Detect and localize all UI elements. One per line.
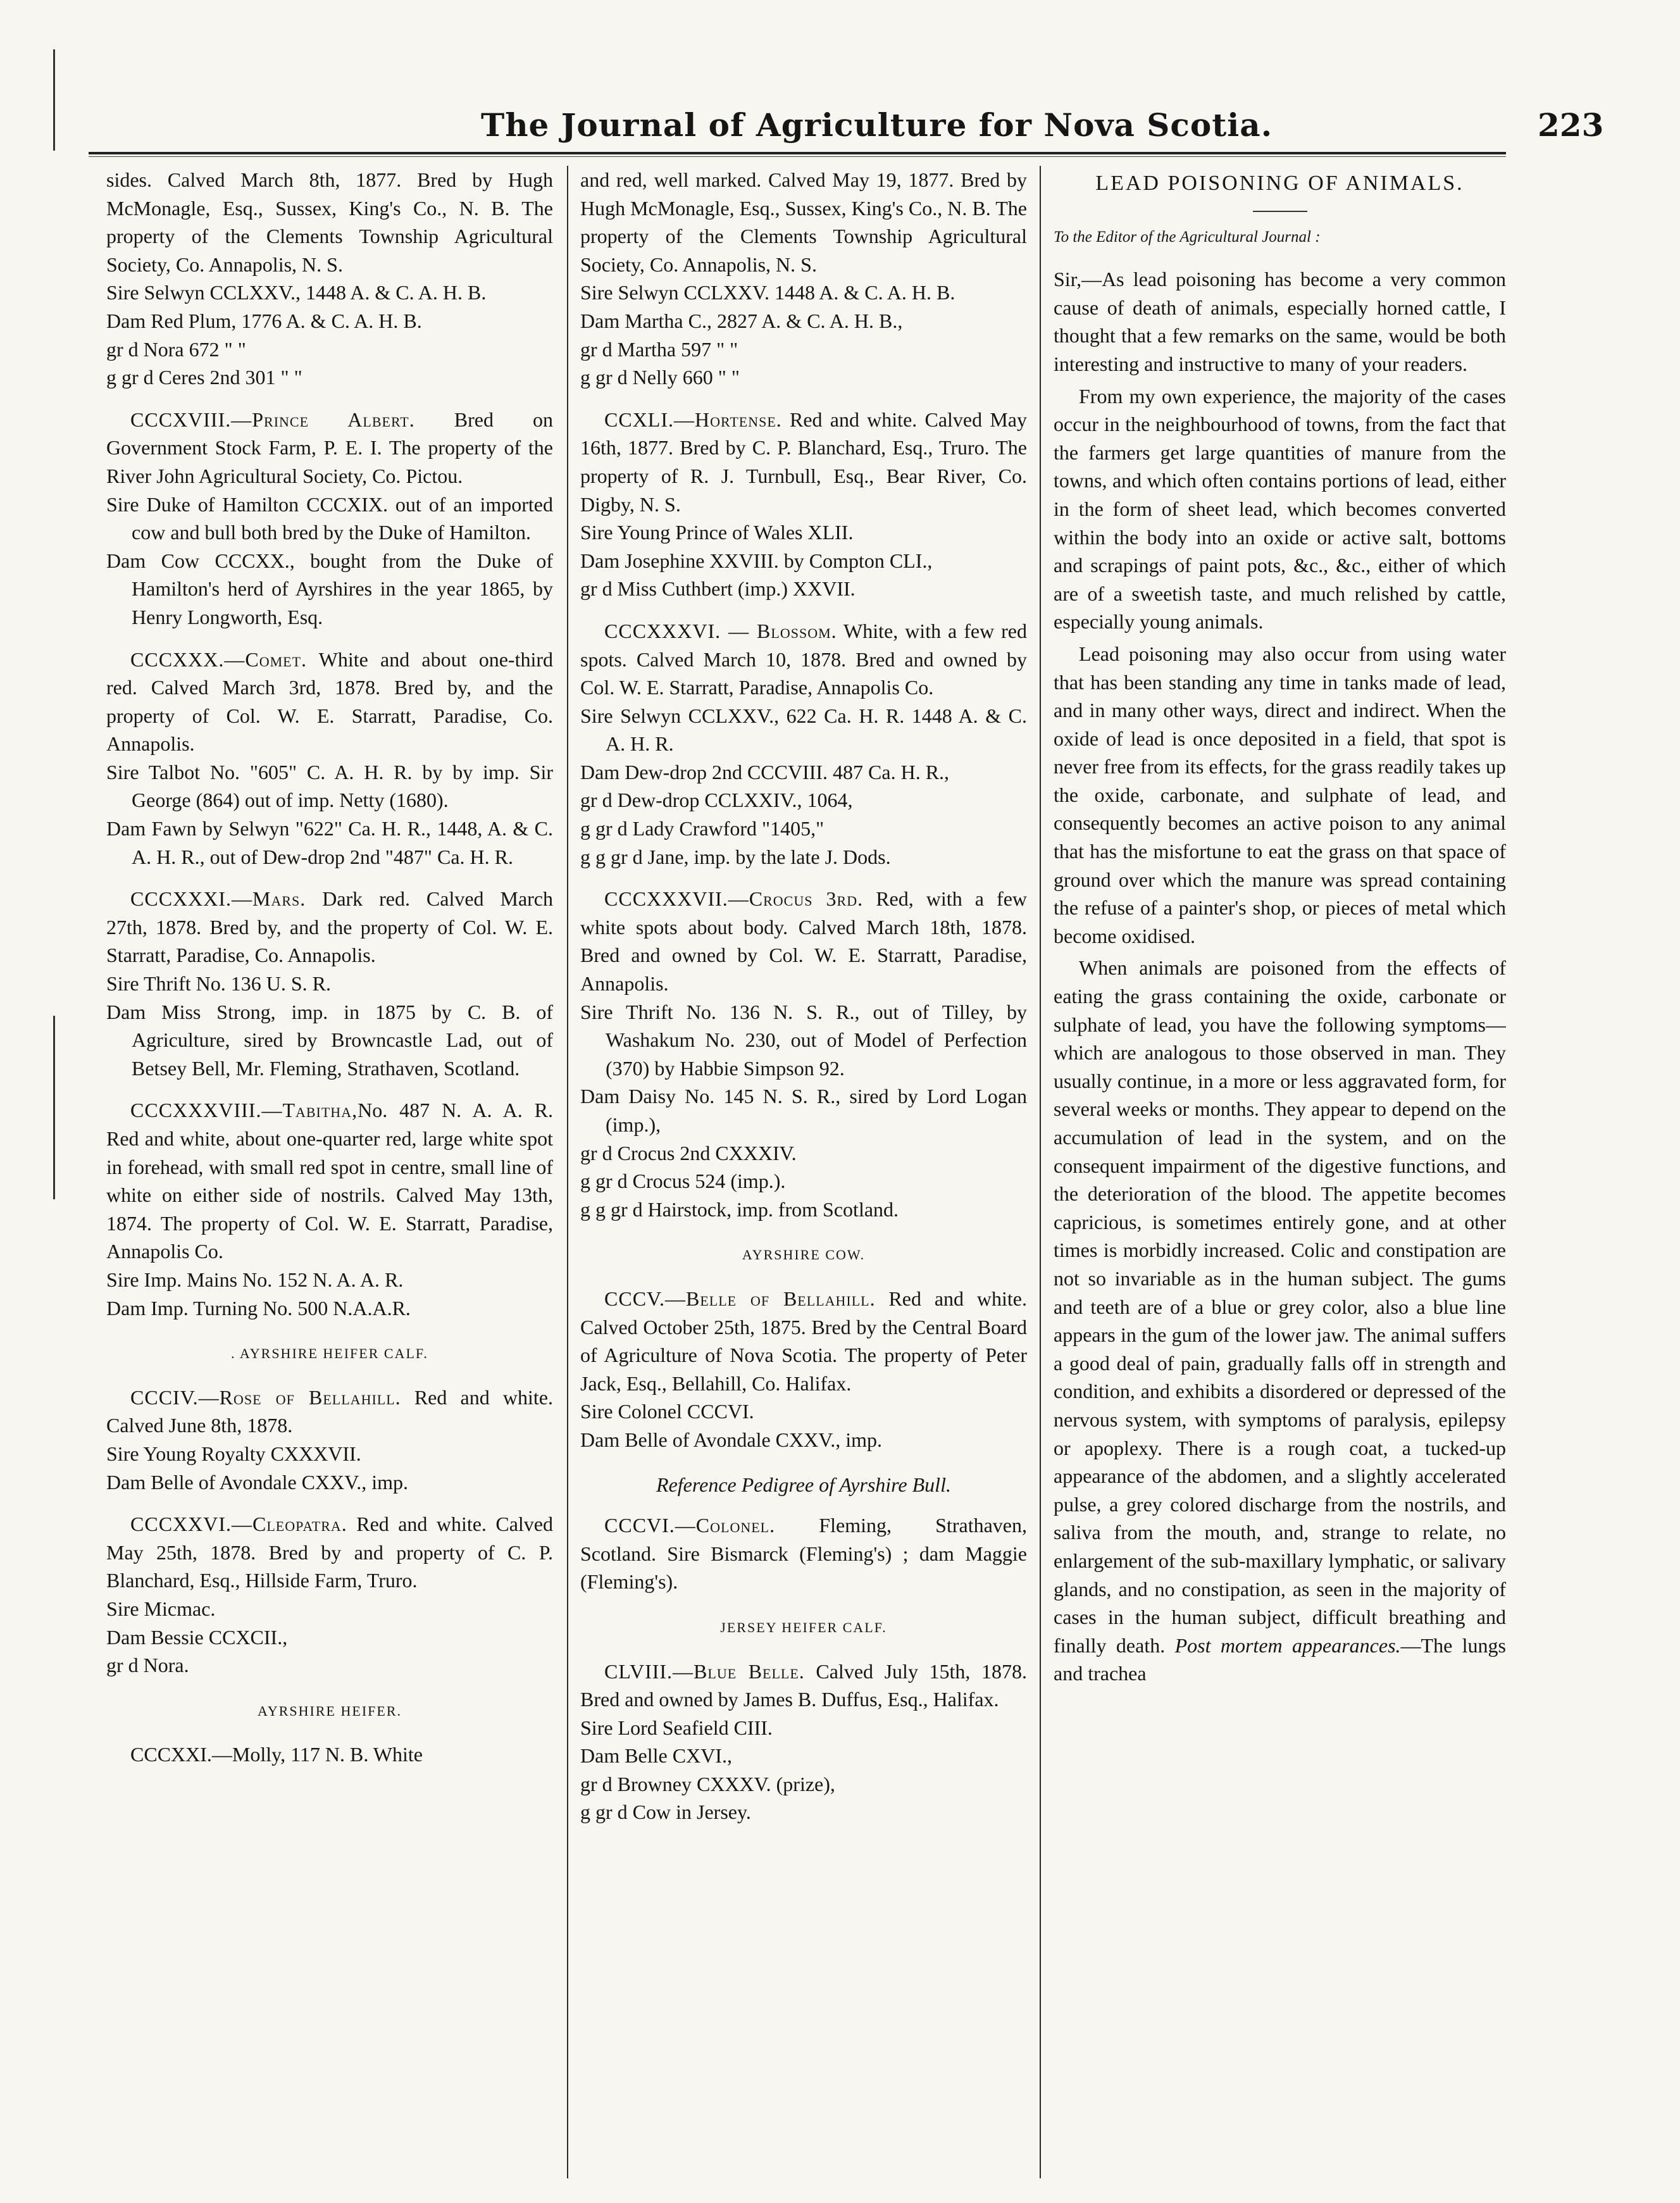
- animal-name: CCXLI.—Hortense.: [604, 408, 782, 431]
- pedigree-entry: [106, 166, 553, 392]
- pedigree-line: g gr d Crocus 524 (imp.).: [580, 1170, 786, 1193]
- italic-phrase: Post mortem appearances.: [1174, 1633, 1401, 1657]
- margin-mark: [53, 1016, 55, 1199]
- column-rule: [567, 166, 568, 2178]
- pedigree-entry: [580, 166, 1027, 392]
- section-heading: AYRSHIRE COW.: [742, 1247, 866, 1263]
- entry-description: Red and white. Calved May 25th, 1878. Bred by and property of C. P. Blanchard, Esq., Hillside Farm, Truro.: [106, 1513, 553, 1592]
- pedigree-line: Sire Duke of Hamilton CCCXIX. out of an imported cow and bull both bred by the Duke of Hamilton.: [106, 492, 553, 544]
- column-left: [106, 166, 553, 2178]
- paragraph-tail: —The lungs and trachea: [1054, 1633, 1506, 1685]
- pedigree-line: g g gr d Jane, imp. by the late J. Dods.: [580, 845, 891, 868]
- animal-name: CCCXVIII.—Prince Albert.: [130, 408, 415, 431]
- pedigree-line: gr d Nora 672 " ": [106, 337, 246, 361]
- pedigree-line: Dam Daisy No. 145 N. S. R., sired by Lord Logan (imp.),: [580, 1085, 1027, 1136]
- pedigree-entry: [106, 1383, 553, 1496]
- pedigree-line: Sire Micmac.: [106, 1597, 216, 1620]
- pedigree-line: Sire Imp. Mains No. 152 N. A. A. R.: [106, 1268, 404, 1291]
- pedigree-line: Dam Belle CXVI.,: [580, 1744, 732, 1768]
- pedigree-line: g gr d Nelly 660 " ": [580, 366, 740, 389]
- entry-description: Red, with a few white spots about body. Calved March 18th, 1878. Bred and owned by Col. W. E. Starratt, Paradise, Annapolis.: [580, 887, 1027, 995]
- entry-text: [106, 646, 553, 758]
- animal-name: CCCXXXVI. — Blossom.: [604, 619, 837, 642]
- animal-name: CLVIII.—Blue Belle.: [604, 1659, 805, 1683]
- entry-text: [580, 1511, 1027, 1596]
- section-heading: AYRSHIRE HEIFER.: [258, 1702, 402, 1719]
- margin-mark: [53, 49, 55, 151]
- section-heading: Reference Pedigree of Ayrshire Bull.: [656, 1473, 951, 1496]
- pedigree-entry: [106, 406, 553, 632]
- paragraph-text: When animals are poisoned from the effects of eating the grass containing the oxide, carbonate or sulphate of lead, you have the following symptoms—which are analogous to those observed in man. They usually continue, in a more or less aggravated form, for several weeks or months. They appear to depend on the accumulation of lead in the system, and on the consequent impairment of the digestive functions, and the deterioration of the blood. The appetite becomes capricious, is sometimes entirely gone, and at other times is morbidly increased. Colic and constipation are not so invariable as in the human subject. The gums and teeth are of a blue or grey color, also a blue line appears in the gum of the lower jaw. The animal suffers a good deal of pain, gradually falls off in strength and condition, and exhibits a disordered or depressed of the nervous system, with symptoms of paralysis, epilepsy or apoplexy. There is a rough coat, a tucked-up appearance of the abdomen, and a slightly accelerated pulse, a grey colored discharge from the nostrils, and saliva from the mouth, and, strange to relate, no enlargement of the sub-maxillary lymphatic, or salivary glands, and no constipation, as seen in the majority of cases in the human subject, difficult breathing and finally death.: [1054, 956, 1506, 1657]
- pedigree-line: Dam Miss Strong, imp. in 1875 by C. B. of Agriculture, sired by Browncastle Lad, out of Betsey Bell, Mr. Fleming, Strathaven, Scotland.: [106, 1000, 553, 1080]
- entry-description: White and about one-third red. Calved March 3rd, 1878. Bred by, and the property of Col. W. E. Starratt, Paradise, Co. Annapolis.: [106, 647, 553, 756]
- section-heading: . AYRSHIRE HEIFER CALF.: [231, 1345, 428, 1362]
- entry-description: Red and white. Calved June 8th, 1878.: [106, 1385, 553, 1437]
- column-rule: [1040, 166, 1041, 2178]
- column-right-article: [1054, 166, 1506, 2178]
- entry-description: Dark red. Calved March 27th, 1878. Bred by, and the property of Col. W. E. Starratt, Paradise, Co. Annapolis.: [106, 887, 553, 967]
- pedigree-entry: [106, 1740, 553, 1769]
- running-title: The Journal of Agriculture for Nova Scotia.: [481, 106, 1273, 144]
- entry-text: and red, well marked. Calved May 19, 1877. Bred by Hugh McMonagle, Esq., Sussex, King's Co., N. B. The property of the Clements Township Agricultural Society, Co. Annapolis, N. S.: [580, 168, 1027, 276]
- pedigree-line: Dam Red Plum, 1776 A. & C. A. H. B.: [106, 309, 422, 332]
- pedigree-entry: [580, 1285, 1027, 1454]
- pedigree-line: gr d Nora.: [106, 1654, 189, 1677]
- animal-name: CCCXXVI.—Cleopatra.: [130, 1513, 347, 1536]
- entry-text: [106, 1383, 553, 1440]
- pedigree-line: Sire Young Prince of Wales XLII.: [580, 521, 854, 544]
- pedigree-line: Dam Dew-drop 2nd CCCVIII. 487 Ca. H. R.,: [580, 760, 950, 783]
- pedigree-line: Sire Selwyn CCLXXV., 1448 A. & C. A. H. B.: [106, 281, 487, 304]
- entry-text: [580, 1285, 1027, 1397]
- animal-name: CCCXXXVII.—Crocus 3rd.: [604, 887, 864, 911]
- animal-name: CCCXXX.—Comet.: [130, 647, 308, 671]
- entry-description: No. 487 N. A. A. R. Red and white, about one-quarter red, large white spot in forehead, with small red spot in centre, small line of white on either side of nostrils. Calved May 13th, 1874. The property of Col. W. E. Starratt, Paradise, Annapolis Co.: [106, 1099, 553, 1263]
- article-address: To the Editor of the Agricultural Journal :: [1054, 228, 1321, 246]
- entry-text: CCCXXI.—Molly, 117 N. B. White: [130, 1743, 423, 1766]
- pedigree-entry: [580, 1511, 1027, 1596]
- pedigree-entry: [580, 406, 1027, 603]
- column-middle: [580, 166, 1027, 2178]
- title-rule: [1253, 211, 1307, 212]
- entry-text: [106, 885, 553, 970]
- page-number: 223: [1538, 106, 1604, 144]
- pedigree-line: Dam Fawn by Selwyn "622" Ca. H. R., 1448, A. & C. A. H. R., out of Dew-drop 2nd "487" Ca. H. R.: [106, 817, 553, 868]
- article-paragraph: [1054, 954, 1506, 1687]
- pedigree-line: gr d Dew-drop CCLXXIV., 1064,: [580, 789, 853, 812]
- pedigree-entry: [580, 617, 1027, 871]
- entry-text: [580, 885, 1027, 997]
- entry-text: [580, 1657, 1027, 1714]
- entry-text: [580, 617, 1027, 702]
- pedigree-entry: [106, 1096, 553, 1322]
- entry-description: Bred on Government Stock Farm, P. E. I. The property of the River John Agricultural Society, Co. Pictou.: [106, 408, 553, 487]
- animal-name: CCCXXXVIII.—Tabitha,: [130, 1099, 358, 1122]
- pedigree-line: Sire Thrift No. 136 N. S. R., out of Tilley, by Washakum No. 230, out of Model of Perfection (370) by Habbie Simpson 92.: [580, 1000, 1027, 1080]
- entry-text: [106, 1510, 553, 1595]
- pedigree-entry: [580, 885, 1027, 1223]
- entry-text: [106, 1096, 553, 1266]
- pedigree-entry: [106, 885, 553, 1082]
- section-heading: JERSEY HEIFER CALF.: [720, 1619, 887, 1635]
- article-paragraph: Lead poisoning may also occur from using water that has been standing any time in tanks made of lead, and in many other ways, direct and indirect. When the oxide of lead is once deposited in a field, that spot is never free from its effects, for the grass readily takes up the oxide, carbonate, and sulphate of lead, and consequently becomes an active poison to any animal that has the misfortune to eat the grass on that space of ground over which the manure was spread containing the refuse of a painter's shop, or pieces of metal which become oxidised.: [1054, 642, 1506, 947]
- entry-text: sides. Calved March 8th, 1877. Bred by Hugh McMonagle, Esq., Sussex, King's Co., N. B. The property of the Clements Township Agricultural Society, Co. Annapolis, N. S.: [106, 168, 553, 276]
- animal-name: CCCXXXI.—Mars.: [130, 887, 306, 911]
- entry-text: [106, 406, 553, 490]
- pedigree-line: Sire Selwyn CCLXXV. 1448 A. & C. A. H. B.: [580, 281, 955, 304]
- entry-description: Calved July 15th, 1878. Bred and owned by James B. Duffus, Esq., Halifax.: [580, 1659, 1027, 1711]
- pedigree-line: gr d Martha 597 " ": [580, 337, 738, 361]
- animal-name: CCCVI.—Colonel.: [604, 1514, 776, 1537]
- pedigree-line: Dam Imp. Turning No. 500 N.A.A.R.: [106, 1296, 411, 1320]
- header-rule: [89, 152, 1506, 154]
- pedigree-line: Dam Martha C., 2827 A. & C. A. H. B.,: [580, 309, 903, 332]
- pedigree-line: Sire Young Royalty CXXXVII.: [106, 1442, 361, 1465]
- pedigree-entry: [106, 646, 553, 871]
- entry-text: [580, 406, 1027, 518]
- pedigree-line: g gr d Lady Crawford "1405,": [580, 817, 824, 840]
- article-paragraph: Sir,—As lead poisoning has become a very common cause of death of animals, especially horned cattle, I thought that a few remarks on the same, would be both interesting and instructive to many of your readers.: [1054, 268, 1506, 375]
- article-paragraph: From my own experience, the majority of the cases occur in the neighbourhood of towns, from the fact that the farmers get large quantities of manure from the towns, and which often contains portions of lead, either in the form of sheet lead, which becomes converted within the body into an oxide or active salt, bottoms and scrapings of paint pots, &c., &c., either of which are of a sweetish taste, and much relished by cattle, especially young animals.: [1054, 384, 1506, 633]
- pedigree-line: Sire Thrift No. 136 U. S. R.: [106, 972, 331, 995]
- pedigree-line: Dam Cow CCCXX., bought from the Duke of Hamilton's herd of Ayrshires in the year 1865, by Henry Longworth, Esq.: [106, 549, 553, 628]
- pedigree-line: gr d Miss Cuthbert (imp.) XXVII.: [580, 577, 856, 601]
- entry-description: White, with a few red spots. Calved March 10, 1878. Bred and owned by Col. W. E. Starratt, Paradise, Annapolis Co.: [580, 619, 1027, 699]
- pedigree-line: Sire Lord Seafield CIII.: [580, 1716, 773, 1739]
- pedigree-line: gr d Browney CXXXV. (prize),: [580, 1772, 835, 1795]
- pedigree-line: Sire Talbot No. "605" C. A. H. R. by by imp. Sir George (864) out of imp. Netty (1680).: [106, 760, 553, 812]
- header-rule-thin: [89, 156, 1506, 157]
- article-title: LEAD POISONING OF ANIMALS.: [1095, 172, 1464, 195]
- pedigree-line: g gr d Ceres 2nd 301 " ": [106, 366, 302, 389]
- animal-name: CCCV.—Belle of Bellahill.: [604, 1287, 876, 1310]
- pedigree-entry: [580, 1657, 1027, 1827]
- pedigree-entry: [106, 1510, 553, 1680]
- pedigree-line: gr d Crocus 2nd CXXXIV.: [580, 1141, 797, 1164]
- pedigree-line: g g gr d Hairstock, imp. from Scotland.: [580, 1197, 899, 1221]
- pedigree-line: Dam Belle of Avondale CXXV., imp.: [580, 1428, 882, 1451]
- entry-description: Fleming, Strathaven, Scotland. Sire Bismarck (Fleming's) ; dam Maggie (Fleming's).: [580, 1514, 1027, 1594]
- pedigree-line: Dam Josephine XXVIII. by Compton CLI.,: [580, 549, 933, 572]
- pedigree-line: g gr d Cow in Jersey.: [580, 1800, 751, 1824]
- entry-description: Red and white. Calved May 16th, 1877. Bred by C. P. Blanchard, Esq., Truro. The property of R. J. Turnbull, Esq., Bear River, Co. Digby, N. S.: [580, 408, 1027, 516]
- pedigree-line: Dam Belle of Avondale CXXV., imp.: [106, 1470, 408, 1494]
- entry-description: Red and white. Calved October 25th, 1875. Bred by the Central Board of Agriculture of Nova Scotia. The property of Peter Jack, Esq., Bellahill, Co. Halifax.: [580, 1287, 1027, 1395]
- pedigree-line: Sire Colonel CCCVI.: [580, 1400, 754, 1423]
- animal-name: CCCIV.—Rose of Bellahill.: [130, 1385, 401, 1409]
- pedigree-line: Sire Selwyn CCLXXV., 622 Ca. H. R. 1448 A. & C. A. H. R.: [580, 704, 1027, 756]
- page-header: [0, 0, 1680, 158]
- pedigree-line: Dam Bessie CCXCII.,: [106, 1625, 288, 1649]
